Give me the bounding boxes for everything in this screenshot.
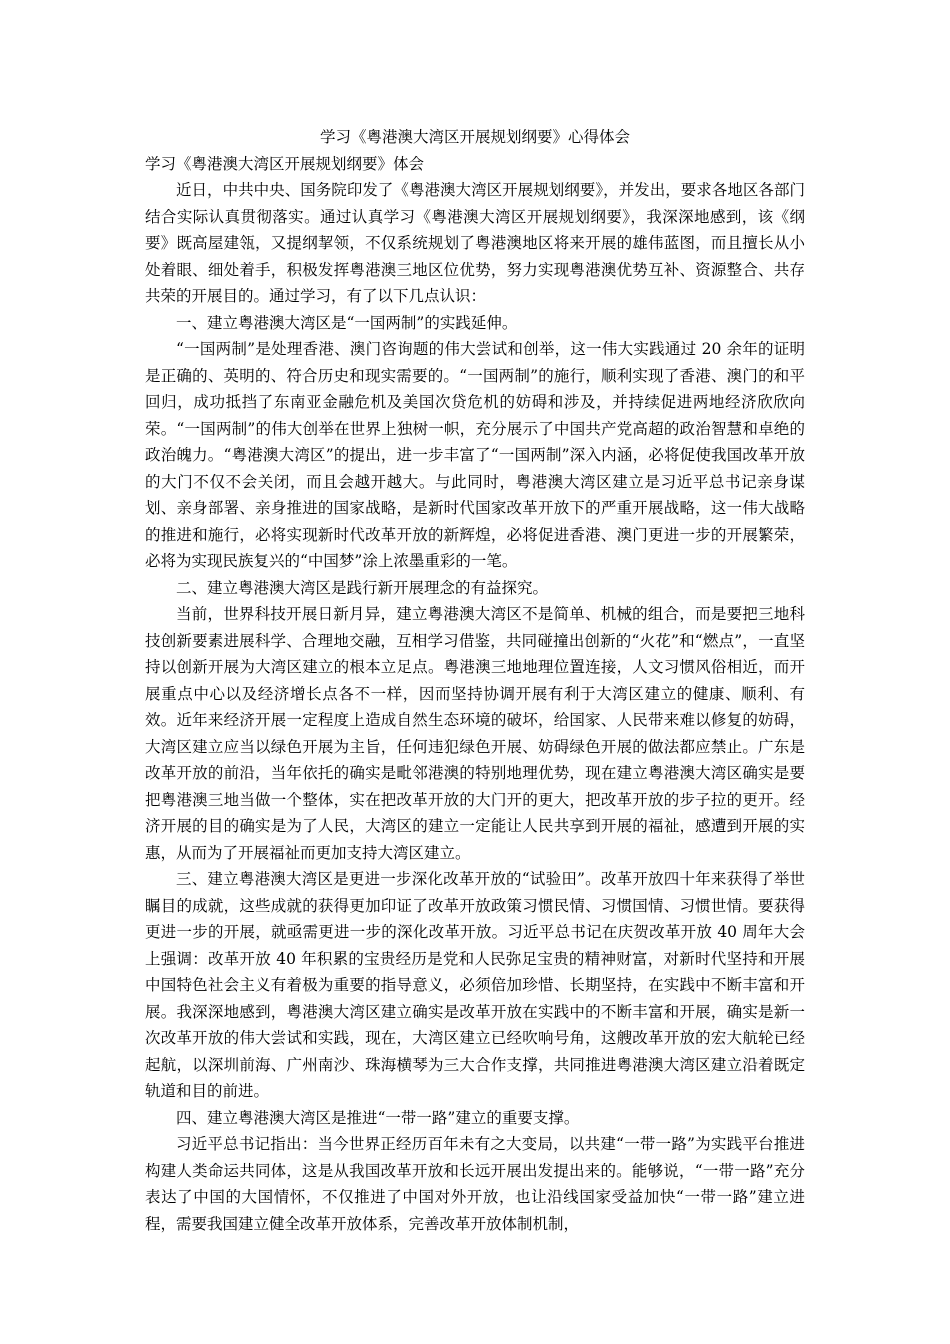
document-title: 学习《粤港澳大湾区开展规划纲要》心得体会 (319, 128, 630, 146)
section-paragraph-4: 习近平总书记指出：当今世界正经历百年未有之大变局，以共建“一带一路”为实践平台推进构建人类命运共同体，这是从我国改革开放和长远开展出发提出来的。能够说，“一带一路”充分表达了中国的大国情怀，不仅推进了中国对外开放，也让沿线国家受益加快“一带一路”建立进程，需要我国建立健全改革开放体系，完善改革开放体制机制， (145, 1135, 805, 1233)
section-paragraph-1: “一国两制”是处理香港、澳门咨询题的伟大尝试和创举，这一伟大实践通过 20 余年的证明是正确的、英明的、符合历史和现实需要的。“一国两制”的施行，顺利实现了香港、澳门的和平回归，成功抵挡了东南亚金融危机及美国次贷危机的妨碍和涉及，并持续促进两地经济欣欣向荣。“一国两制”的伟大创举在世界上独树一帜，充分展示了中国共产党高超的政治智慧和卓绝的政治魄力。“粤港澳大湾区”的提出，进一步丰富了“一国两制”深入内涵，必将促使我国改革开放的大门不仅不会关闭，而且会越开越大。与此同时，粤港澳大湾区建立是习近平总书记亲身谋划、亲身部署、亲身推进的国家战略，是新时代国家改革开放下的严重开展战略，这一伟大战略的推进和施行，必将实现新时代改革开放的新辉煌，必将促进香港、澳门更进一步的开展繁荣，必将为实现民族复兴的“中国梦”涂上浓墨重彩的一笔。 (145, 340, 805, 570)
document-subtitle: 学习《粤港澳大湾区开展规划纲要》体会 (145, 154, 425, 173)
section-heading-4: 四、建立粤港澳大湾区是推进“一带一路”建立的重要支撑。 (176, 1108, 580, 1127)
section-heading-1: 一、建立粤港澳大湾区是“一国两制”的实践延伸。 (176, 313, 518, 332)
section-paragraph-3: 三、建立粤港澳大湾区是更进一步深化改革开放的“试验田”。改革开放四十年来获得了举世瞩目的成就，这些成就的获得更加印证了改革开放政策习惯民情、习惯国情、习惯世情。要获得更进一步的开展，就亟需更进一步的深化改革开放。习近平总书记在庆贺改革开放 40 周年大会上强调：改革开放 40 年积累的宝贵经历是党和人民弥足宝贵的精神财富，对新时代坚持和开展中国特色社会主义有着极为重要的指导意义，必须倍加珍惜、长期坚持，在实践中不断丰富和开展。我深深地感到，粤港澳大湾区建立确实是改革开放在实践中的不断丰富和开展，确实是新一次改革开放的伟大尝试和实践，现在，大湾区建立已经吹响号角，这艘改革开放的宏大航轮已经起航，以深圳前海、广州南沙、珠海横琴为三大合作支撑，共同推进粤港澳大湾区建立沿着既定轨道和目的前进。 (145, 870, 805, 1100)
document-body (145, 124, 805, 1237)
section-paragraph-2: 当前，世界科技开展日新月异，建立粤港澳大湾区不是简单、机械的组合，而是要把三地科技创新要素进展科学、合理地交融，互相学习借鉴，共同碰撞出创新的“火花”和“燃点”，一直坚持以创新开展为大湾区建立的根本立足点。粤港澳三地地理位置连接，人文习惯风俗相近，而开展重点中心以及经济增长点各不一样，因而坚持协调开展有利于大湾区建立的健康、顺利、有效。近年来经济开展一定程度上造成自然生态环境的破坏，给国家、人民带来难以修复的妨碍，大湾区建立应当以绿色开展为主旨，任何违犯绿色开展、妨碍绿色开展的做法都应禁止。广东是改革开放的前沿，当年依托的确实是毗邻港澳的特别地理优势，现在建立粤港澳大湾区确实是要把粤港澳三地当做一个整体，实在把改革开放的大门开的更大，把改革开放的步子拉的更开。经济开展的目的确实是为了人民，大湾区的建立一定能让人民共享到开展的福祉，感遭到开展的实惠，从而为了开展福祉而更加支持大湾区建立。 (145, 605, 805, 862)
section-heading-2: 二、建立粤港澳大湾区是践行新开展理念的有益探究。 (176, 578, 549, 597)
intro-paragraph: 近日，中共中央、国务院印发了《粤港澳大湾区开展规划纲要》，并发出，要求各地区各部门结合实际认真贯彻落实。通过认真学习《粤港澳大湾区开展规划纲要》，我深深地感到，该《纲要》既高屋建瓴，又提纲挈领，不仅系统规划了粤港澳地区将来开展的雄伟蓝图，而且擅长从小处着眼、细处着手，积极发挥粤港澳三地区位优势，努力实现粤港澳优势互补、资源整合、共存共荣的开展目的。通过学习，有了以下几点认识： (145, 181, 805, 305)
